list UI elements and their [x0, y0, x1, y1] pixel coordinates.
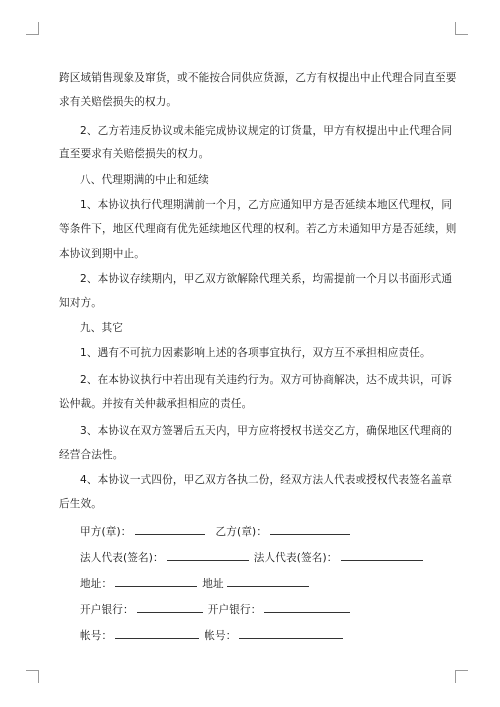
account-a-blank	[115, 628, 199, 639]
account-b-blank	[239, 628, 343, 639]
legal-rep-a-blank	[167, 550, 249, 561]
text-line: 2、在本协议执行中若出现有关违约行为。双方可协商解决，达不成共识，可诉	[80, 374, 453, 386]
text-line: 本协议到期中止。	[59, 248, 145, 260]
party-a-blank	[135, 524, 205, 535]
party-b-label: 乙方(章)：	[215, 526, 268, 538]
text-line: 3、本协议在双方签署后五天内，甲方应将授权书送交乙方，确保地区代理商的	[80, 425, 453, 437]
signature-row-address	[80, 576, 312, 591]
text-line: 1、遇有不可抗力因素影响上述的各项事宜执行，双方互不承担相应责任。	[80, 347, 431, 359]
text-line: 求有关赔偿损失的权力。	[59, 96, 178, 108]
text-line: 1、本协议执行代理期满前一个月，乙方应通知甲方是否延续本地区代理权，同	[80, 199, 453, 211]
account-a-label: 帐号：	[80, 630, 113, 642]
address-b-label: 地址	[202, 578, 224, 590]
legal-rep-a-label: 法人代表(签名)：	[80, 552, 164, 564]
party-b-blank	[270, 524, 350, 535]
address-a-label: 地址：	[80, 578, 113, 590]
text-line: 知对方。	[59, 297, 102, 309]
bank-a-blank	[137, 602, 203, 613]
party-a-label: 甲方(章)：	[80, 526, 132, 538]
bank-a-label: 开户银行：	[80, 604, 134, 616]
signature-row-legal-rep	[80, 550, 426, 565]
text-line: 4、本协议一式四份，甲乙双方各执二份，经双方法人代表或授权代表签名盖章	[80, 474, 453, 486]
account-b-label: 帐号：	[204, 630, 237, 642]
address-b-blank	[227, 576, 309, 587]
text-line: 跨区域销售现象及窜货，或不能按合同供应货源，乙方有权提出中止代理合同直至要	[59, 72, 457, 84]
text-line: 经营合法性。	[59, 449, 124, 461]
text-line: 直至要求有关赔偿损失的权力。	[59, 148, 210, 160]
legal-rep-b-blank	[341, 550, 423, 561]
text-line: 讼仲裁。并按有关仲裁承担相应的责任。	[59, 398, 253, 410]
text-line: 后生效。	[59, 498, 102, 510]
legal-rep-b-label: 法人代表(签名)：	[253, 552, 338, 564]
signature-row-party	[80, 524, 353, 539]
address-a-blank	[115, 576, 197, 587]
section-heading: 九、其它	[80, 322, 123, 334]
signature-row-account	[80, 628, 346, 643]
bank-b-label: 开户银行：	[207, 604, 262, 616]
text-line: 2、本协议存续期内，甲乙双方欲解除代理关系，均需提前一个月以书面形式通	[80, 273, 453, 285]
signature-row-bank	[80, 602, 353, 617]
bank-b-blank	[264, 602, 350, 613]
section-heading: 八、代理期满的中止和延续	[80, 174, 209, 186]
text-line: 等条件下，地区代理商有优先延续地区代理的权利。若乙方未通知甲方是否延续，则	[59, 223, 457, 235]
text-line: 2、乙方若违反协议或未能完成协议规定的订货量，甲方有权提出中止代理合同	[80, 125, 453, 137]
